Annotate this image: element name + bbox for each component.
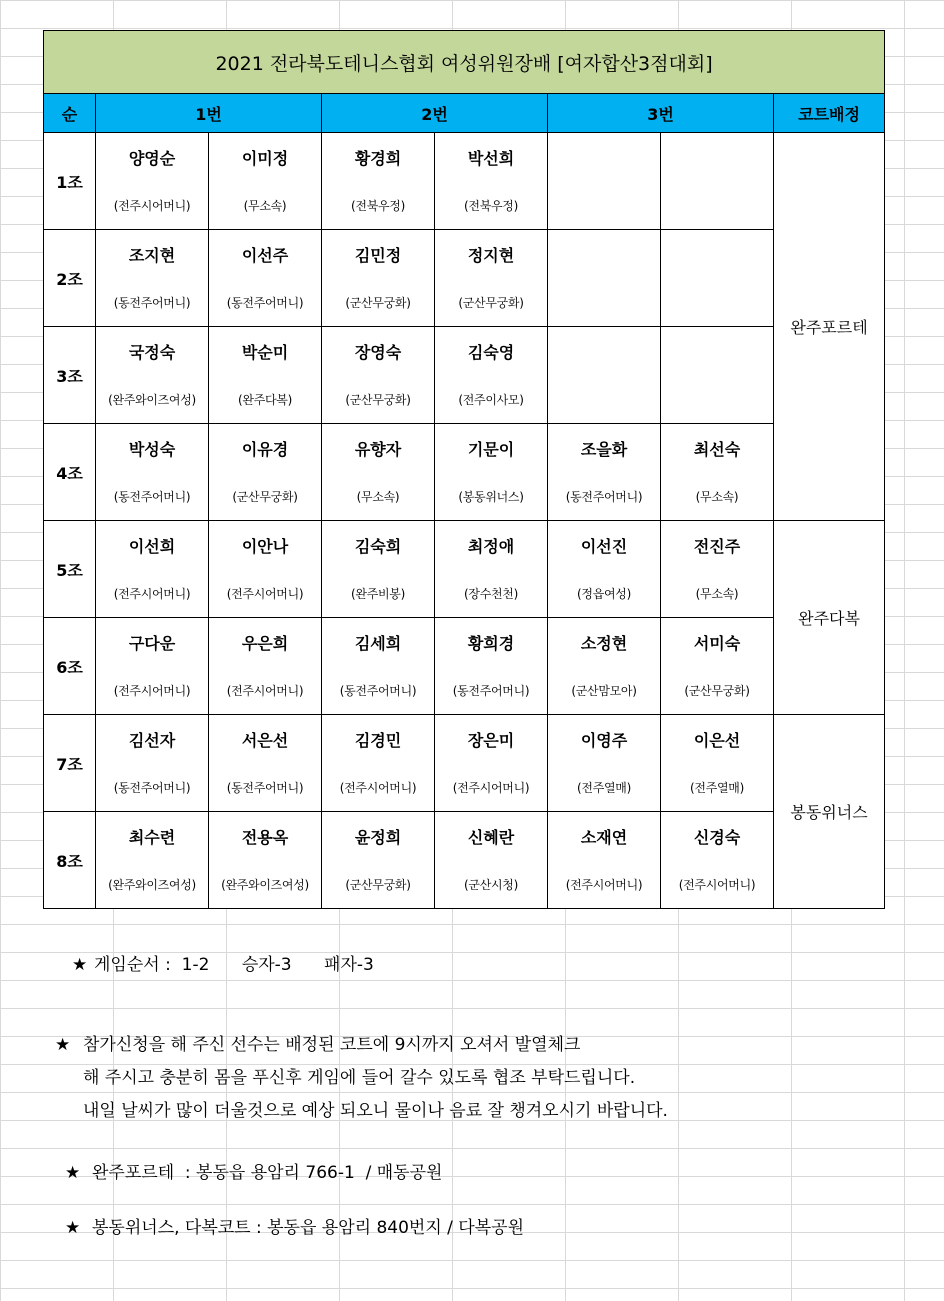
player-name: 양영순 — [96, 133, 209, 182]
player-club: (전주시어머니) — [435, 763, 548, 812]
player-club: (전주열매) — [661, 763, 774, 812]
player-club: (전주시어머니) — [322, 763, 435, 812]
group-label: 4조 — [44, 424, 96, 521]
player-name: 유향자 — [322, 424, 435, 473]
game-order-note: ★ 게임순서 : 1-2 승자-3 패자-3 — [72, 955, 374, 975]
court-assignment: 완주포르테 — [774, 133, 885, 521]
group-row — [44, 424, 885, 473]
player-club: (완주와이즈여성) — [96, 860, 209, 909]
player-name: 구다운 — [96, 618, 209, 667]
star-icon: ★ — [65, 1218, 81, 1238]
group-label: 5조 — [44, 521, 96, 618]
player-club: (무소속) — [661, 472, 774, 521]
player-name: 장영숙 — [322, 327, 435, 376]
player-club: (전주시어머니) — [96, 569, 209, 618]
player-name: 최정애 — [435, 521, 548, 570]
court-address-2: ★ 봉동위너스, 다복코트 : 봉동읍 용암리 840번지 / 다복공원 — [65, 1218, 524, 1238]
star-icon: ★ — [55, 1035, 71, 1055]
player-name: 조지현 — [96, 230, 209, 279]
empty-slot — [548, 327, 661, 424]
player-club: (전주시어머니) — [209, 569, 322, 618]
player-name: 서은선 — [209, 715, 322, 764]
player-name: 김선자 — [96, 715, 209, 764]
player-club: (동전주어머니) — [96, 763, 209, 812]
player-club: (전북우정) — [435, 181, 548, 230]
player-name: 이미정 — [209, 133, 322, 182]
court-address-1: ★ 완주포르테 : 봉동읍 용암리 766-1 / 매동공원 — [65, 1163, 443, 1183]
group-label: 2조 — [44, 230, 96, 327]
player-club: (정읍여성) — [548, 569, 661, 618]
player-club: (군산무궁화) — [322, 278, 435, 327]
player-club: (전주열매) — [548, 763, 661, 812]
empty-slot — [661, 327, 774, 424]
player-name: 황희경 — [435, 618, 548, 667]
player-name: 이안나 — [209, 521, 322, 570]
player-club: (전북우정) — [322, 181, 435, 230]
group-row — [44, 230, 885, 279]
header-row — [44, 94, 885, 133]
court-assignment: 봉동위너스 — [774, 715, 885, 909]
group-row — [44, 618, 885, 667]
player-club: (동전주어머니) — [96, 472, 209, 521]
player-club: (동전주어머니) — [435, 666, 548, 715]
group-row — [44, 133, 885, 182]
empty-slot — [661, 133, 774, 230]
player-name: 전용옥 — [209, 812, 322, 861]
group-label: 7조 — [44, 715, 96, 812]
player-name: 이선희 — [96, 521, 209, 570]
group-row-clubs — [44, 569, 885, 618]
player-club: (군산무궁화) — [322, 375, 435, 424]
player-name: 이선진 — [548, 521, 661, 570]
player-club: (무소속) — [661, 569, 774, 618]
player-club: (완주다복) — [209, 375, 322, 424]
player-name: 정지현 — [435, 230, 548, 279]
player-name: 조을화 — [548, 424, 661, 473]
player-name: 김숙희 — [322, 521, 435, 570]
player-club: (무소속) — [322, 472, 435, 521]
group-label: 3조 — [44, 327, 96, 424]
group-row — [44, 327, 885, 376]
player-name: 박성숙 — [96, 424, 209, 473]
player-name: 김세희 — [322, 618, 435, 667]
player-name: 박선희 — [435, 133, 548, 182]
player-club: (완주와이즈여성) — [209, 860, 322, 909]
star-icon: ★ — [65, 1163, 81, 1183]
group-row — [44, 521, 885, 570]
player-name: 김민정 — [322, 230, 435, 279]
player-name: 최수련 — [96, 812, 209, 861]
player-name: 국정숙 — [96, 327, 209, 376]
player-club: (전주이사모) — [435, 375, 548, 424]
player-club: (군산무궁화) — [661, 666, 774, 715]
player-club: (군산무궁화) — [435, 278, 548, 327]
empty-slot — [661, 230, 774, 327]
page-title: 2021 전라북도테니스협회 여성위원장배 [여자합산3점대회] — [44, 31, 885, 94]
player-club: (장수천천) — [435, 569, 548, 618]
header-slot-2: 2번 — [322, 94, 548, 133]
player-club: (군산맘모아) — [548, 666, 661, 715]
player-name: 우은희 — [209, 618, 322, 667]
player-name: 이은선 — [661, 715, 774, 764]
player-name: 이유경 — [209, 424, 322, 473]
player-name: 신혜란 — [435, 812, 548, 861]
group-label: 8조 — [44, 812, 96, 909]
player-club: (전주시어머니) — [548, 860, 661, 909]
player-club: (봉동위너스) — [435, 472, 548, 521]
group-row — [44, 715, 885, 764]
player-club: (전주시어머니) — [96, 181, 209, 230]
player-club: (동전주어머니) — [96, 278, 209, 327]
player-name: 서미숙 — [661, 618, 774, 667]
player-name: 신경숙 — [661, 812, 774, 861]
player-club: (동전주어머니) — [209, 278, 322, 327]
player-name: 기문이 — [435, 424, 548, 473]
player-club: (동전주어머니) — [322, 666, 435, 715]
player-club: (군산무궁화) — [209, 472, 322, 521]
group-label: 1조 — [44, 133, 96, 230]
player-name: 장은미 — [435, 715, 548, 764]
player-name: 소재연 — [548, 812, 661, 861]
player-club: (군산시청) — [435, 860, 548, 909]
player-club: (완주와이즈여성) — [96, 375, 209, 424]
player-name: 박순미 — [209, 327, 322, 376]
empty-slot — [548, 133, 661, 230]
header-slot-3: 3번 — [548, 94, 774, 133]
group-row — [44, 812, 885, 861]
player-club: (동전주어머니) — [209, 763, 322, 812]
player-name: 전진주 — [661, 521, 774, 570]
player-name: 김경민 — [322, 715, 435, 764]
group-row-clubs — [44, 472, 885, 521]
player-club: (전주시어머니) — [661, 860, 774, 909]
player-name: 윤정희 — [322, 812, 435, 861]
notice-line-2: 해 주시고 충분히 몸을 푸신후 게임에 들어 갈수 있도록 협조 부탁드립니다. — [83, 1068, 636, 1088]
empty-slot — [548, 230, 661, 327]
notice-block — [55, 1029, 668, 1128]
header-slot-1: 1번 — [96, 94, 322, 133]
header-order: 순 — [44, 94, 96, 133]
court-assignment: 완주다복 — [774, 521, 885, 715]
notice-line-3: 내일 날씨가 많이 더울것으로 예상 되오니 물이나 음료 잘 챙겨오시기 바랍니다. — [83, 1101, 668, 1121]
player-name: 소정현 — [548, 618, 661, 667]
player-club: (완주비봉) — [322, 569, 435, 618]
player-club: (동전주어머니) — [548, 472, 661, 521]
group-row-clubs — [44, 666, 885, 715]
notice-line-1: 참가신청을 해 주신 선수는 배정된 코트에 9시까지 오셔서 발열체크 — [83, 1035, 581, 1055]
star-icon: ★ — [72, 955, 88, 975]
group-row-clubs — [44, 860, 885, 909]
player-name: 황경희 — [322, 133, 435, 182]
player-name: 김숙영 — [435, 327, 548, 376]
bracket-table — [43, 30, 885, 909]
player-club: (무소속) — [209, 181, 322, 230]
group-label: 6조 — [44, 618, 96, 715]
player-club: (군산무궁화) — [322, 860, 435, 909]
player-club: (전주시어머니) — [209, 666, 322, 715]
player-name: 이영주 — [548, 715, 661, 764]
header-court: 코트배정 — [774, 94, 885, 133]
player-name: 최선숙 — [661, 424, 774, 473]
player-club: (전주시어머니) — [96, 666, 209, 715]
player-name: 이선주 — [209, 230, 322, 279]
group-row-clubs — [44, 763, 885, 812]
